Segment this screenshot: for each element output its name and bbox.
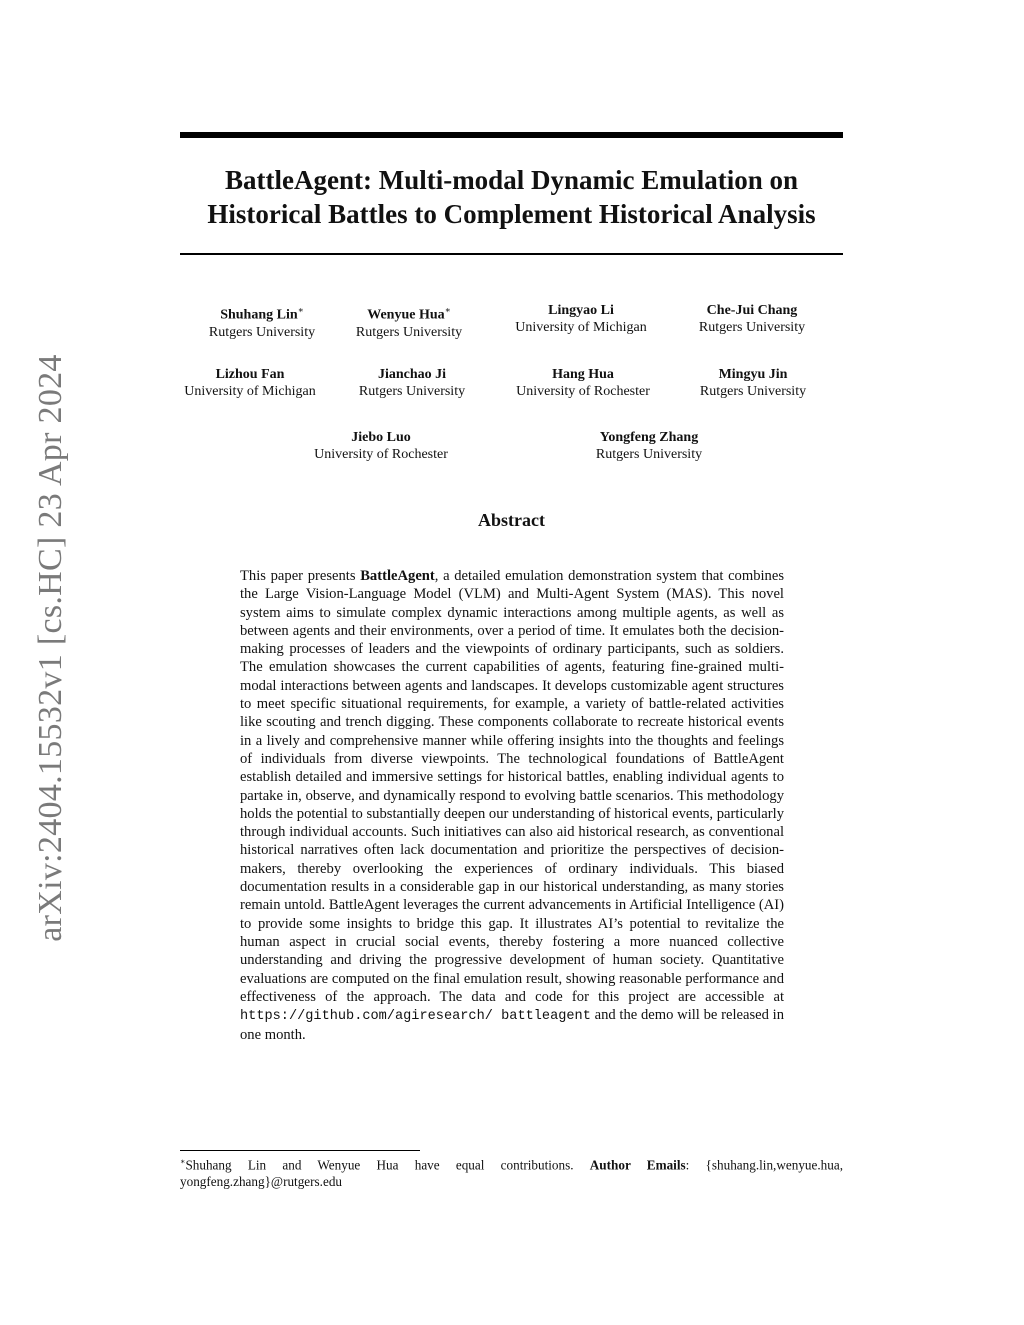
footnote-text: Shuhang Lin and Wenyue Hua have equal contributions. [185,1157,590,1173]
author-emails-label: Author Emails [589,1157,686,1173]
author-block [652,302,852,336]
author-affiliation: University of Michigan [184,384,316,399]
author-name: Mingyu Jin [718,367,788,382]
author-block [481,302,681,336]
author-block [549,429,749,463]
author-name: Wenyue Hua [367,307,445,323]
author-affiliation: Rutgers University [358,384,466,399]
footnote [180,1153,843,1190]
author-name: Yongfeng Zhang [599,430,699,445]
author-affiliation: Rutgers University [699,384,807,399]
author-affiliation: Rutgers University [355,324,463,340]
abstract-tail: and the demo will be released in one month. [240,1007,784,1044]
system-name: BattleAgent [360,568,435,584]
author-affiliation: Rutgers University [208,324,316,340]
author-block [312,366,512,400]
author-block [653,366,853,400]
author-name: Lingyao Li [548,303,614,318]
author-name: Lizhou Fan [215,367,285,382]
paper-title [180,163,843,231]
equal-contribution-mark: ∗ [297,305,304,315]
author-name: Hang Hua [552,367,614,382]
abstract-heading: Abstract [478,510,545,530]
author-emails: : {shuhang.lin,wenyue.hua, yongfeng.zhang}@rutgers.edu [180,1157,843,1190]
abstract-text: , a detailed emulation demonstration system that combines the Large Vision-Language Model (VLM) and Multi-Agent System (MAS). This novel system aims to simulate complex dynamic interactions among multiple agents, as well as between agents and their environments, over a period of time. It emulates both the decision-making processes of leaders and the viewpoints of ordinary participants, such as soldiers. The emulation showcases the current capabilities of agents, featuring fine-grained multi-modal interactions between agents and landscapes. It develops customizable agent structures to meet specific situational requirements, for example, a variety of battle-related activities like scouting and trench digging. These components collaborate to recreate historical events in a lively and comprehensive manner while offering insights into the thoughts and feelings of individuals from diverse viewpoints. The technological foundations of BattleAgent establish detailed and immersive settings for historical battles, enabling individual agents to partake in, observe, and dynamically respond to evolving battle scenarios. This methodology holds the potential to substantially deepen our understanding of historical events, particularly through individual accounts. Such initiatives can also aid historical research, as conventional historical narratives often lack documentation and prioritize the perspectives of decision-makers, thereby overlooking the experiences of ordinary individuals. This biased documentation results in a considerable gap in our historical understanding, as many stories remain untold. BattleAgent leverages the current advancements in Artificial Intelligence (AI) to provide some insights to bridge this gap. It illustrates AI’s potential to revitalize the human aspect in crucial social events, thereby fostering a more nuanced collective understanding and driving the progressive development of human society. Quantitative evaluations are computed on the final emulation result, showing reasonable performance and effectiveness of the approach. The data and code for this project are accessible at [240,568,785,1005]
author-affiliation: University of Rochester [516,384,650,399]
author-affiliation: University of Rochester [314,447,448,462]
title-line-1: BattleAgent: Multi-modal Dynamic Emulation on [225,165,798,195]
arxiv-identifier: arXiv:2404.15532v1 [cs.HC] 23 Apr 2024 [32,354,69,942]
title-bottom-rule [180,253,843,255]
author-name: Jianchao Ji [377,367,447,382]
author-affiliation: University of Michigan [515,320,647,335]
author-name: Shuhang Lin [220,307,298,323]
footnote-mark: ∗ [180,1157,186,1166]
footnote-rule [180,1150,420,1151]
abstract-lead: This paper presents [240,568,361,584]
project-url[interactable]: https://github.com/agiresearch/ battleagent [240,1009,591,1025]
abstract-body [240,567,784,1045]
author-block [309,302,509,341]
author-block [281,429,481,463]
author-affiliation: Rutgers University [698,320,806,335]
equal-contribution-mark: ∗ [444,305,451,315]
author-name: Jiebo Luo [351,430,411,445]
title-line-2: Historical Battles to Complement Historical Analysis [207,199,816,229]
title-top-rule [180,132,843,138]
author-affiliation: Rutgers University [595,447,703,462]
author-name: Che-Jui Chang [706,303,798,318]
